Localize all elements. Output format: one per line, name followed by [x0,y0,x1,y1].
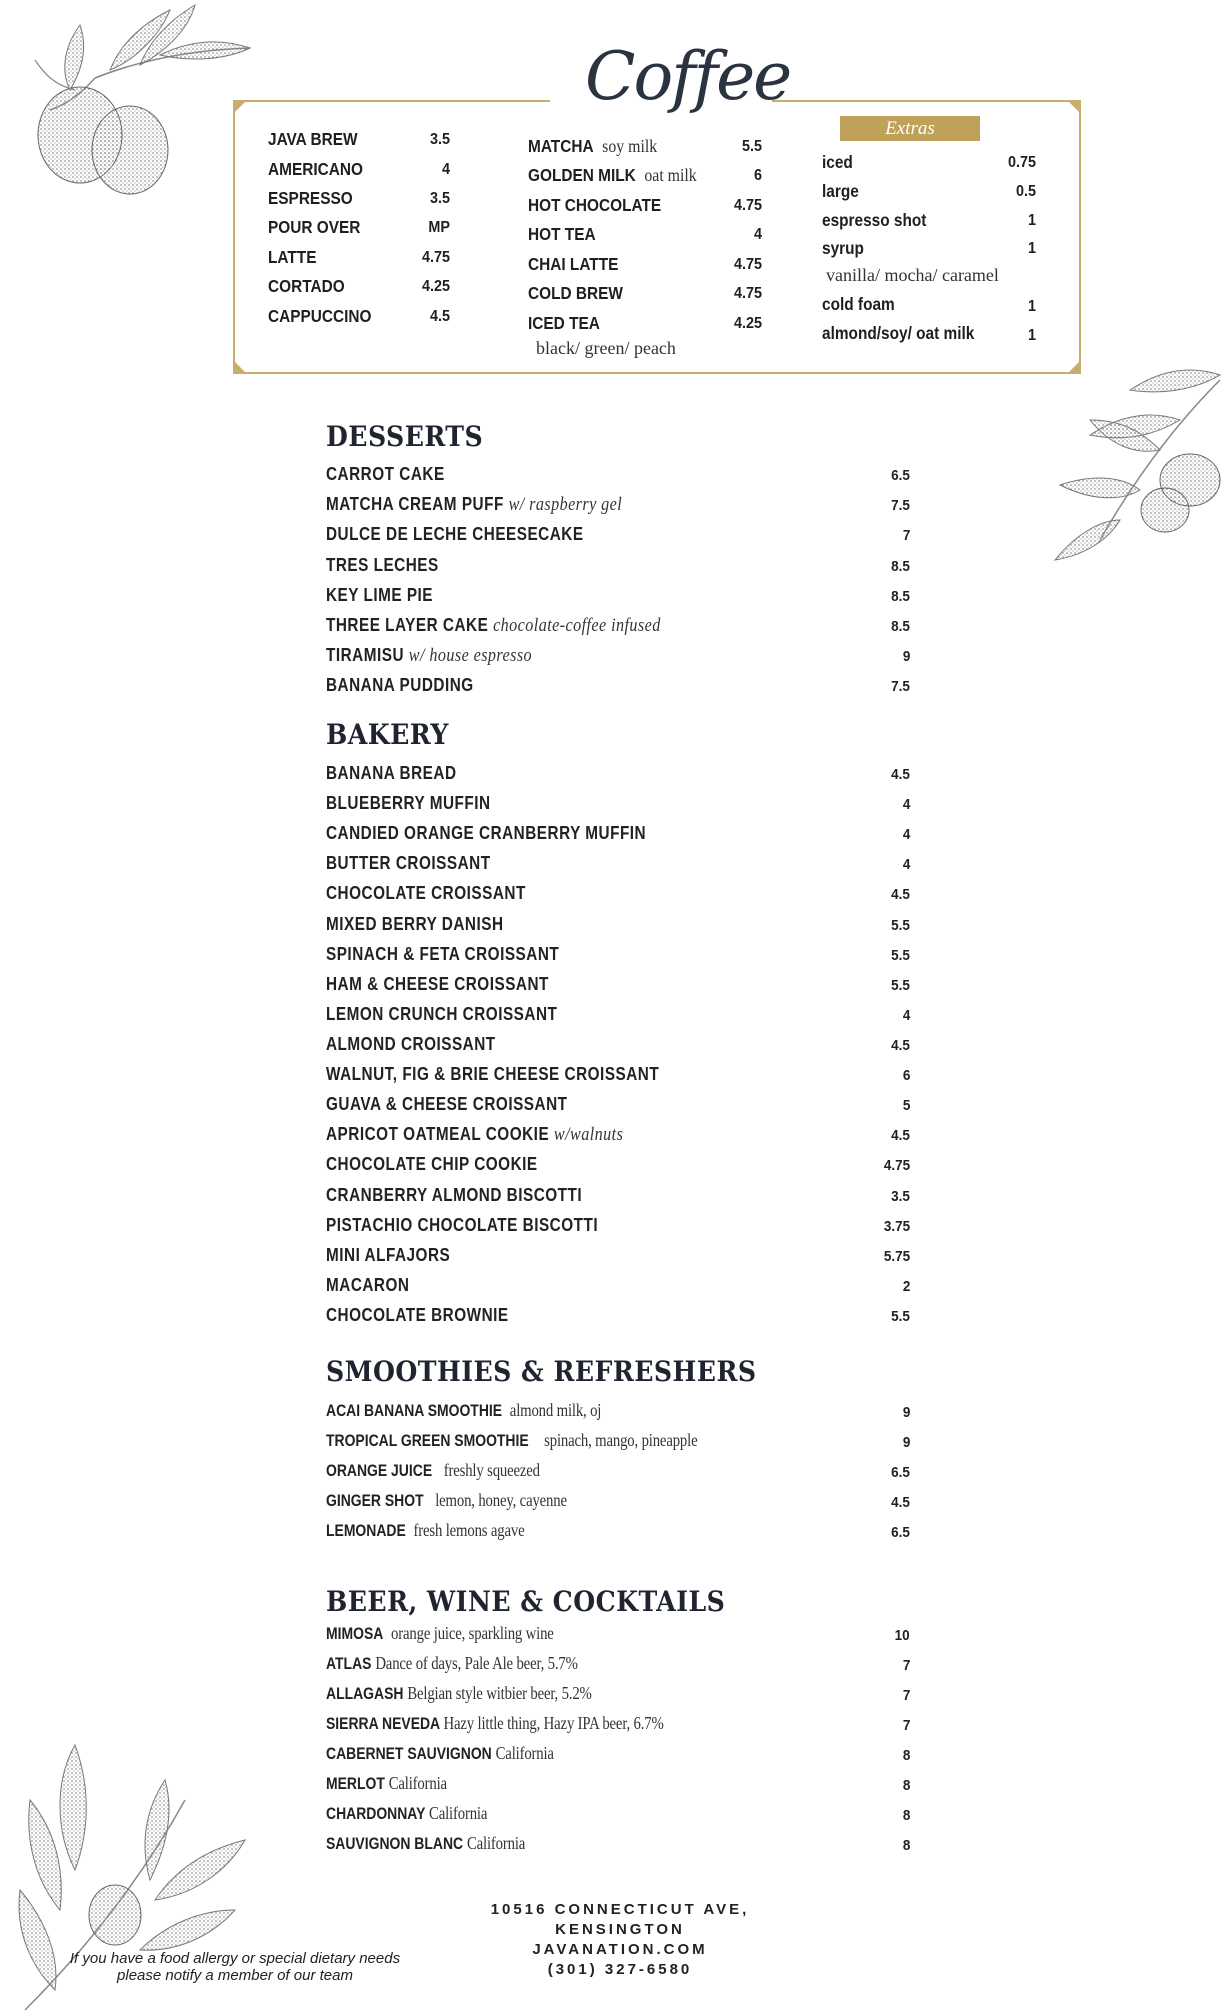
item-price: 6.5 [891,1524,910,1541]
list-item [326,1623,554,1644]
item-name: MERLOT [326,1774,385,1793]
item-price: 5.5 [891,1308,910,1325]
item-desc: Dance of days, Pale Ale beer, 5.7% [375,1653,578,1673]
list-item [326,1460,540,1481]
list-item [326,1245,450,1266]
list-item [326,1124,623,1146]
item-name: ACAI BANANA SMOOTHIE [326,1401,503,1420]
item-name: LEMON CRUNCH CROISSANT [326,1004,558,1024]
allergy-notice [55,1950,415,1984]
drinks-heading: BEER, WINE & COCKTAILS [326,1585,726,1618]
extra-item-price: 1 [1027,298,1036,315]
item-price: 7 [902,527,910,544]
list-item [326,1520,525,1541]
item-desc: w/ raspberry gel [508,494,623,515]
coffee-item-price: 5.5 [741,138,762,155]
list-item [326,675,474,696]
extra-item-name: almond/soy/ oat milk [822,323,975,343]
list-item [326,1064,659,1085]
extra-item-price: 1 [1027,327,1036,344]
item-name: BLUEBERRY MUFFIN [326,793,491,813]
coffee-item-price: 3.5 [429,131,450,148]
item-name: KEY LIME PIE [326,585,434,605]
extra-item-name: large [822,181,859,201]
item-desc: orange juice, sparkling wine [391,1623,554,1643]
item-price: 5 [902,1097,910,1114]
item-price: 7 [902,1717,910,1734]
list-item [326,914,504,935]
list-item [326,763,457,784]
iced-tea-flavors: black/ green/ peach [536,338,676,358]
item-price: 4.5 [891,766,910,783]
list-item [326,1400,601,1421]
item-price: 3.75 [883,1218,910,1235]
item-name: ATLAS [326,1654,372,1673]
list-item [326,1743,554,1764]
item-desc: California [495,1743,554,1763]
desserts-heading: DESSERTS [326,420,484,453]
item-desc: California [466,1833,526,1853]
item-name: BANANA BREAD [326,763,457,783]
item-desc: almond milk, oj [509,1400,602,1420]
item-price: 6.5 [891,1464,910,1481]
coffee-item-name: COLD BREW [528,283,623,303]
list-item [326,1653,578,1674]
item-name: MATCHA CREAM PUFF [326,494,504,514]
coffee-item-name: LATTE [268,247,317,267]
list-item [326,1713,664,1734]
extra-item-price: 1 [1027,212,1036,229]
item-name: APRICOT OATMEAL COOKIE [326,1124,550,1144]
allergy-line-2: please notify a member of our team [117,1967,353,1984]
item-price: 8 [902,1777,910,1794]
item-price: 5.5 [891,917,910,934]
olive-branch-right-illustration [1030,360,1224,590]
website-link[interactable]: JAVANATION.COM [532,1941,708,1958]
list-item [326,524,584,545]
list-item [326,555,439,576]
item-name: TRES LECHES [326,555,439,575]
item-price: 3.5 [891,1188,910,1205]
item-price: 7.5 [891,497,910,514]
item-name: TROPICAL GREEN SMOOTHIE [326,1431,529,1450]
list-item [326,823,646,844]
item-price: 5.5 [891,947,910,964]
coffee-item-price: 4.25 [421,278,450,295]
list-item [326,1215,598,1236]
item-desc: Hazy little thing, Hazy IPA beer, 6.7% [443,1713,664,1733]
item-price: 4.5 [891,1127,910,1144]
item-name: MIMOSA [326,1624,384,1643]
footer-contact [460,1900,780,1980]
item-price: 5.75 [883,1248,910,1265]
smoothies-heading: SMOOTHIES & REFRESHERS [326,1355,757,1388]
item-name: CHARDONNAY [326,1804,426,1823]
list-item [326,645,532,667]
item-desc: w/ house espresso [408,645,533,666]
coffee-item-name: ESPRESSO [268,188,353,208]
coffee-section-title: Coffee [585,38,791,115]
item-price: 5.5 [891,977,910,994]
item-price: 6 [902,1067,910,1084]
coffee-item-price: 4 [441,161,450,178]
coffee-item-name: HOT CHOCOLATE [528,195,662,215]
list-item [326,494,622,516]
item-desc: Belgian style witbier beer, 5.2% [407,1683,592,1703]
coffee-item [528,136,657,157]
item-name: MACARON [326,1275,410,1295]
extra-item-name: syrup [822,238,864,258]
coffee-item-name: POUR OVER [268,217,361,237]
extra-item-price: 0.75 [1007,154,1036,171]
olive-branch-top-left-illustration [20,0,260,240]
item-desc: California [388,1773,447,1793]
item-price: 7.5 [891,678,910,695]
extra-item-price: 1 [1027,240,1036,257]
coffee-item-price: 4.25 [733,315,762,332]
coffee-item-price: 3.5 [429,190,450,207]
item-desc: w/walnuts [553,1124,624,1145]
item-name: MIXED BERRY DANISH [326,914,504,934]
coffee-item-desc: oat milk [644,165,697,185]
item-name: GUAVA & CHEESE CROISSANT [326,1094,568,1114]
item-name: ALMOND CROISSANT [326,1034,496,1054]
item-name: CRANBERRY ALMOND BISCOTTI [326,1185,583,1205]
list-item [326,1430,697,1451]
item-name: CHOCOLATE CHIP COOKIE [326,1154,538,1174]
coffee-item-name: CORTADO [268,276,345,296]
item-name: PISTACHIO CHOCOLATE BISCOTTI [326,1215,599,1235]
item-desc: freshly squeezed [443,1460,540,1480]
extra-item-name: iced [822,152,853,172]
list-item [326,1773,447,1794]
syrup-flavors: vanilla/ mocha/ caramel [826,265,999,285]
item-price: 2 [902,1278,910,1295]
item-price: 8.5 [891,558,910,575]
list-item [326,1305,509,1326]
item-desc: fresh lemons agave [413,1520,525,1540]
item-name: CANDIED ORANGE CRANBERRY MUFFIN [326,823,647,843]
coffee-item-price: 4.75 [421,249,450,266]
list-item [326,1683,592,1704]
item-name: GINGER SHOT [326,1491,424,1510]
item-price: 8.5 [891,588,910,605]
item-name: BANANA PUDDING [326,675,474,695]
list-item [326,1185,582,1206]
item-name: ORANGE JUICE [326,1461,433,1480]
item-name: SAUVIGNON BLANC [326,1834,464,1853]
coffee-item-name: JAVA BREW [268,129,358,149]
list-item [326,1004,557,1025]
coffee-item-name: AMERICANO [268,159,363,179]
item-name: ALLAGASH [326,1684,404,1703]
item-price: 4 [902,1007,910,1024]
coffee-item-price: 6 [753,167,762,184]
allergy-line-1: If you have a food allergy or special dietary needs [69,1950,401,1967]
item-name: LEMONADE [326,1521,406,1540]
list-item [326,944,559,965]
list-item [326,1803,487,1824]
item-price: 10 [894,1627,910,1644]
item-price: 8.5 [891,618,910,635]
phone-number[interactable]: (301) 327-6580 [547,1961,693,1978]
item-desc: chocolate-coffee infused [493,615,661,636]
address-line-2: KENSINGTON [555,1921,685,1938]
item-name: TIRAMISU [326,645,405,665]
item-price: 9 [902,1434,910,1451]
item-name: CHOCOLATE BROWNIE [326,1305,509,1325]
extra-item-name: cold foam [822,294,895,314]
item-name: SIERRA NEVEDA [326,1714,440,1733]
list-item [326,1490,567,1511]
item-name: MINI ALFAJORS [326,1245,451,1265]
list-item [326,883,526,904]
extras-badge: Extras [840,116,980,141]
item-desc: spinach, mango, pineapple [544,1430,698,1450]
address-line-1: 10516 CONNECTICUT AVE, [490,1901,750,1918]
item-price: 4.5 [891,886,910,903]
list-item [326,793,491,814]
item-price: 4.75 [883,1157,910,1174]
coffee-item-price: 4.5 [429,308,450,325]
item-price: 7 [902,1657,910,1674]
item-price: 8 [902,1837,910,1854]
item-name: BUTTER CROISSANT [326,853,491,873]
coffee-item-price: 4.75 [733,285,762,302]
list-item [326,585,433,606]
coffee-item-name: HOT TEA [528,224,596,244]
coffee-item-name: ICED TEA [528,313,600,333]
list-item [326,1034,496,1055]
item-name: SPINACH & FETA CROISSANT [326,944,560,964]
extra-item-price: 0.5 [1015,183,1036,200]
coffee-item-price: MP [428,219,450,236]
item-name: CARROT CAKE [326,464,445,484]
coffee-item-name: CHAI LATTE [528,254,619,274]
coffee-item [528,165,697,186]
list-item [326,974,549,995]
list-item [326,853,491,874]
item-price: 6.5 [891,467,910,484]
item-desc: California [429,1803,488,1823]
coffee-item-name: GOLDEN MILK [528,165,636,185]
item-name: HAM & CHEESE CROISSANT [326,974,549,994]
item-name: THREE LAYER CAKE [326,615,489,635]
item-price: 4 [902,826,910,843]
coffee-item-desc: soy milk [602,136,658,156]
item-price: 4 [902,856,910,873]
coffee-item-price: 4.75 [733,256,762,273]
item-desc: lemon, honey, cayenne [435,1490,567,1510]
item-name: DULCE DE LECHE CHEESECAKE [326,524,584,544]
extra-item-name: espresso shot [822,210,927,230]
item-price: 4 [902,796,910,813]
list-item [326,1275,409,1296]
item-price: 4.5 [891,1494,910,1511]
list-item [326,1833,525,1854]
bakery-heading: BAKERY [326,718,449,751]
item-name: WALNUT, FIG & BRIE CHEESE CROISSANT [326,1064,660,1084]
item-price: 9 [902,1404,910,1421]
item-name: CABERNET SAUVIGNON [326,1744,492,1763]
list-item [326,1094,567,1115]
item-name: CHOCOLATE CROISSANT [326,883,526,903]
item-price: 8 [902,1747,910,1764]
item-price: 8 [902,1807,910,1824]
coffee-item-name: CAPPUCCINO [268,306,372,326]
item-price: 7 [902,1687,910,1704]
coffee-item-name: MATCHA [528,136,594,156]
item-price: 4.5 [891,1037,910,1054]
item-price: 9 [902,648,910,665]
list-item [326,464,445,485]
coffee-item-price: 4 [753,226,762,243]
list-item [326,1154,538,1175]
list-item [326,615,661,637]
coffee-item-price: 4.75 [733,197,762,214]
